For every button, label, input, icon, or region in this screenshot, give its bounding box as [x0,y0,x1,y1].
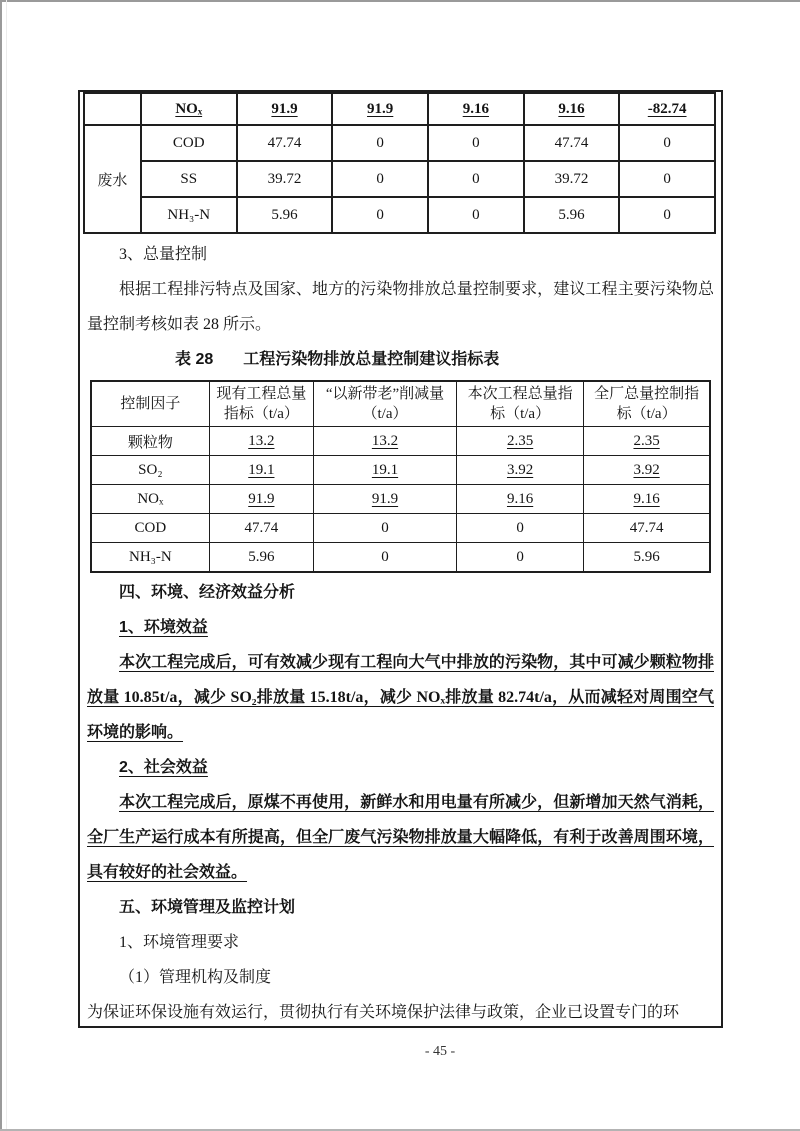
table-cell: -82.74 [619,93,715,125]
table-cell: 3.92 [457,456,584,485]
env-benefit-heading: 1、环境效益 [119,619,208,636]
table-cell: 91.9 [209,485,313,514]
table-cell: 13.2 [314,427,457,456]
table-cell: 5.96 [237,197,333,233]
benefits-heading: 四、环境、经济效益分析 [119,584,296,601]
table-cell: 5.96 [524,197,620,233]
table-28-caption [87,342,714,377]
env-benefit-paragraph: 本次工程完成后，可有效减少现有工程向大气中排放的污染物，其中可减少颗粒物排放量 10.85t/a，减少 SO₂排放量 15.18t/a，减少 NOₓ排放量 82.74t/a，从而减轻对周围空气环境的影响。 [87,654,714,741]
row-label: 颗粒物 [91,427,209,456]
table-cell: 0 [457,514,584,543]
page-edge-left-faint [6,0,7,1131]
table-cell: 39.72 [524,161,620,197]
table-row [91,456,710,485]
table-cell: 2.35 [584,427,710,456]
management-sub-heading: 1、环境管理要求 [119,934,240,951]
table-row [91,485,710,514]
table-row [84,197,715,233]
table-row [84,93,715,125]
table-28-caption-label: 表 28 [175,351,214,368]
wastewater-summary-table [83,92,716,234]
management-item-heading: （1）管理机构及制度 [119,969,272,986]
social-benefit-paragraph: 本次工程完成后，原煤不再使用，新鲜水和用电量有所减少，但新增加天然气消耗，全厂生产运行成本有所提高，但全厂废气污染物排放量大幅降低，有利于改善周围环境，具有较好的社会效益。 [87,794,714,881]
table-cell: 0 [314,514,457,543]
wastewater-category-cell: 废水 [84,125,141,233]
column-header: 控制因子 [91,381,209,427]
table-cell: 0 [332,197,428,233]
row-label: COD [91,514,209,543]
table-cell: 9.16 [524,93,620,125]
table-row [91,543,710,573]
table-cell: 0 [332,125,428,161]
table-cell: 0 [428,125,524,161]
table-28 [90,380,711,573]
column-header: 全厂总量控制指标（t/a） [584,381,710,427]
table-cell: 3.92 [584,456,710,485]
table-cell: 0 [332,161,428,197]
table-cell: 13.2 [209,427,313,456]
column-header: “以新带老”削减量（t/a） [314,381,457,427]
row-label: SO₂ [91,456,209,485]
table-cell: 19.1 [209,456,313,485]
table-cell: 39.72 [237,161,333,197]
table-cell: 5.96 [584,543,710,573]
table-cell: 9.16 [584,485,710,514]
column-header: 本次工程总量指标（t/a） [457,381,584,427]
table-row [84,161,715,197]
table-header-row [91,381,710,427]
management-heading: 五、环境管理及监控计划 [119,899,296,916]
table-cell: NH₃-N [141,197,237,233]
table-cell: NOₓ [141,93,237,125]
page-edge-left [0,0,2,1131]
management-paragraph: 为保证环保设施有效运行，贯彻执行有关环境保护法律与政策，企业已设置专门的环 [87,1004,680,1021]
page-edge-top [0,0,800,2]
table-cell: 0 [457,543,584,573]
table-cell: 91.9 [237,93,333,125]
row-label: NOₓ [91,485,209,514]
table-cell: 19.1 [314,456,457,485]
content-frame [78,90,723,1028]
table-cell: 0 [619,197,715,233]
table-cell: SS [141,161,237,197]
table-cell: 0 [428,197,524,233]
total-control-paragraph: 根据工程排污特点及国家、地方的污染物排放总量控制要求，建议工程主要污染物总量控制考核如表 28 所示。 [87,281,714,333]
total-control-heading: 3、总量控制 [119,246,208,263]
table-cell: 47.74 [584,514,710,543]
table-28-caption-title: 工程污染物排放总量控制建议指标表 [243,351,500,368]
table-cell: 0 [428,161,524,197]
column-header: 现有工程总量指标（t/a） [209,381,313,427]
table-cell: 47.74 [524,125,620,161]
table-row [91,514,710,543]
table-cell [84,93,141,125]
table-cell: 47.74 [209,514,313,543]
table-cell: 0 [619,161,715,197]
table-cell: 9.16 [428,93,524,125]
table-cell: 5.96 [209,543,313,573]
table-cell: 91.9 [314,485,457,514]
table-cell: 9.16 [457,485,584,514]
row-label: NH₃-N [91,543,209,573]
page-number: - 45 - [424,1044,456,1059]
table-cell: 0 [314,543,457,573]
table-cell: 2.35 [457,427,584,456]
table-cell: 91.9 [332,93,428,125]
body-text [80,234,721,1028]
table-row [91,427,710,456]
table-cell: 0 [619,125,715,161]
table-cell: 47.74 [237,125,333,161]
social-benefit-heading: 2、社会效益 [119,759,208,776]
table-row [84,125,715,161]
table-cell: COD [141,125,237,161]
